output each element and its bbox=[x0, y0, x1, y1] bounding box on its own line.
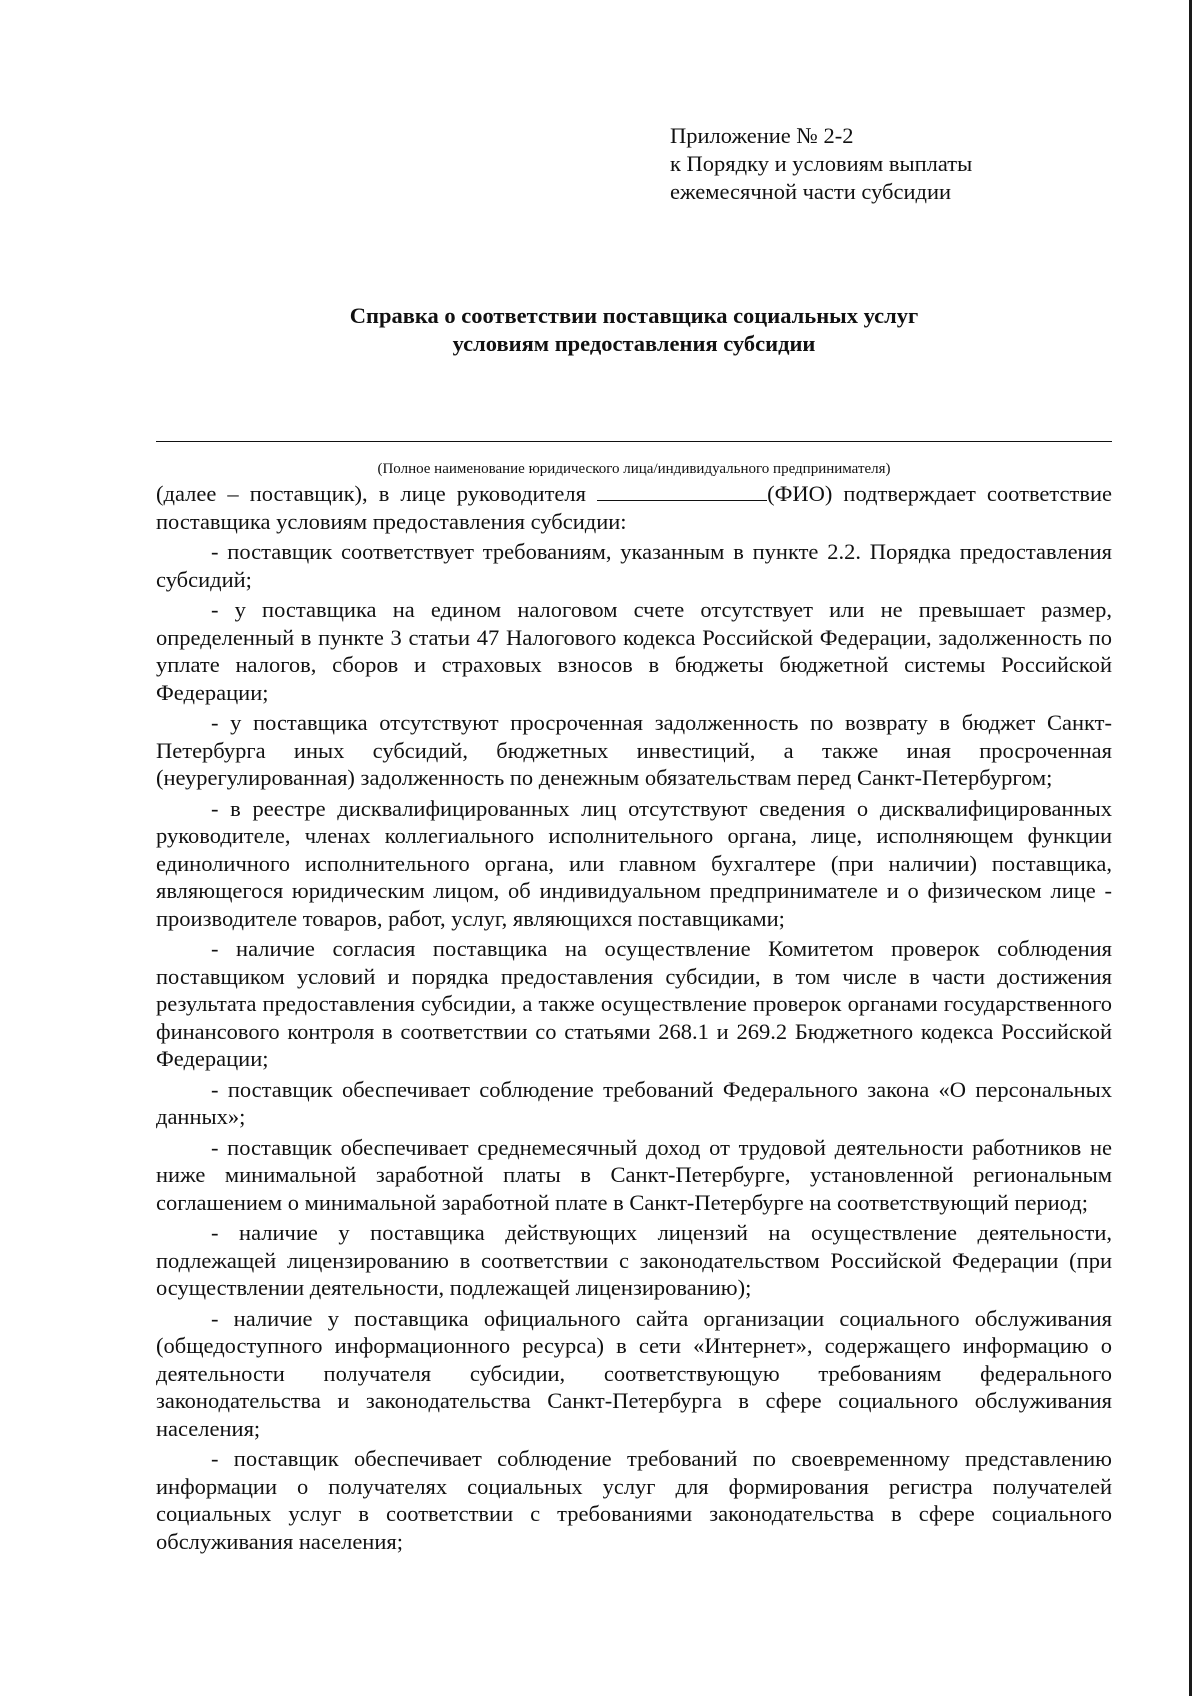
appendix-line-1: Приложение № 2-2 bbox=[670, 123, 854, 148]
director-name-blank bbox=[597, 480, 767, 501]
condition-paragraph: - у поставщика отсутствуют просроченная задолженность по возврату в бюджет Санкт-Петербурга иных субсидий, бюджетных инвестиций, а также иная просроченная (неурегулированная) задолженность по денежным обязательствам перед Санкт-Петербургом; bbox=[156, 710, 1112, 790]
intro-text-before: (далее – поставщик), в лице руководителя bbox=[156, 481, 598, 506]
intro-paragraph bbox=[156, 480, 1112, 535]
condition-paragraph: - поставщик обеспечивает соблюдение требований по своевременному представлению информации о получателях социальных услуг для формирования регистра получателей социальных услуг в соответствии с требованиями законодательства в сфере социального обслуживания населения; bbox=[156, 1446, 1112, 1554]
condition-paragraph: - поставщик обеспечивает соблюдение требований Федерального закона «О персональных данных»; bbox=[156, 1076, 1112, 1129]
appendix-line-3: ежемесячной части субсидии bbox=[670, 179, 952, 204]
document-title bbox=[156, 302, 1112, 358]
condition-paragraph: - в реестре дисквалифицированных лиц отсутствуют сведения о дисквалифицированных руководителе, членах коллегиального исполнительного органа, лице, исполняющем функции единоличного исполнительного органа, или главном бухгалтере (при наличии) поставщика, являющегося юридическим лицом, об индивидуальном предпринимателе и о физическом лице - производителе товаров, работ, услуг, являющихся поставщиками; bbox=[156, 795, 1112, 931]
condition-paragraph: - у поставщика на едином налоговом счете отсутствует или не превышает размер, определенный в пункте 3 статьи 47 Налогового кодекса Российской Федерации, задолженность по уплате налогов, сборов и страховых взносов в бюджеты бюджетной системы Российской Федерации; bbox=[156, 597, 1112, 705]
condition-paragraph: - наличие у поставщика официального сайта организации социального обслуживания (общедоступного информационного ресурса) в сети «Интернет», содержащего информацию о деятельности получателя субсидии, соответствующую требованиям федерального законодательства и законодательства Санкт-Петербурга в сфере социального обслуживания населения; bbox=[156, 1305, 1112, 1441]
condition-paragraph: - наличие у поставщика действующих лицензий на осуществление деятельности, подлежащей лицензированию в соответствии с законодательством Российской Федерации (при осуществлении деятельности, подлежащей лицензированию); bbox=[156, 1220, 1112, 1300]
legal-name-caption: (Полное наименование юридического лица/индивидуального предпринимателя) bbox=[377, 461, 891, 477]
title-line-2: условиям предоставления субсидии bbox=[452, 331, 816, 356]
condition-paragraph: - поставщик соответствует требованиям, указанным в пункте 2.2. Порядка предоставления субсидий; bbox=[156, 539, 1112, 592]
document-body bbox=[156, 480, 1112, 1558]
intro-text-after: (ФИО) подтверждает соответствие поставщика условиям предоставления субсидии: bbox=[156, 481, 1113, 534]
appendix-header bbox=[670, 122, 1090, 206]
title-line-1: Справка о соответствии поставщика социальных услуг bbox=[349, 303, 919, 328]
scan-edge bbox=[1189, 0, 1192, 1696]
appendix-line-2: к Порядку и условиям выплаты bbox=[670, 151, 973, 176]
legal-name-fill-line bbox=[156, 441, 1112, 442]
condition-paragraph: - поставщик обеспечивает среднемесячный доход от трудовой деятельности работников не ниже минимальной заработной платы в Санкт-Петербурге, установленной региональным соглашением о минимальной заработной плате в Санкт-Петербурге на соответствующий период; bbox=[156, 1134, 1112, 1215]
condition-paragraph: - наличие согласия поставщика на осуществление Комитетом проверок соблюдения поставщиком условий и порядка предоставления субсидии, в том числе в части достижения результата предоставления субсидии, а также осуществление проверок органами государственного финансового контроля в соответствии со статьями 268.1 и 269.2 Бюджетного кодекса Российской Федерации; bbox=[156, 936, 1112, 1071]
